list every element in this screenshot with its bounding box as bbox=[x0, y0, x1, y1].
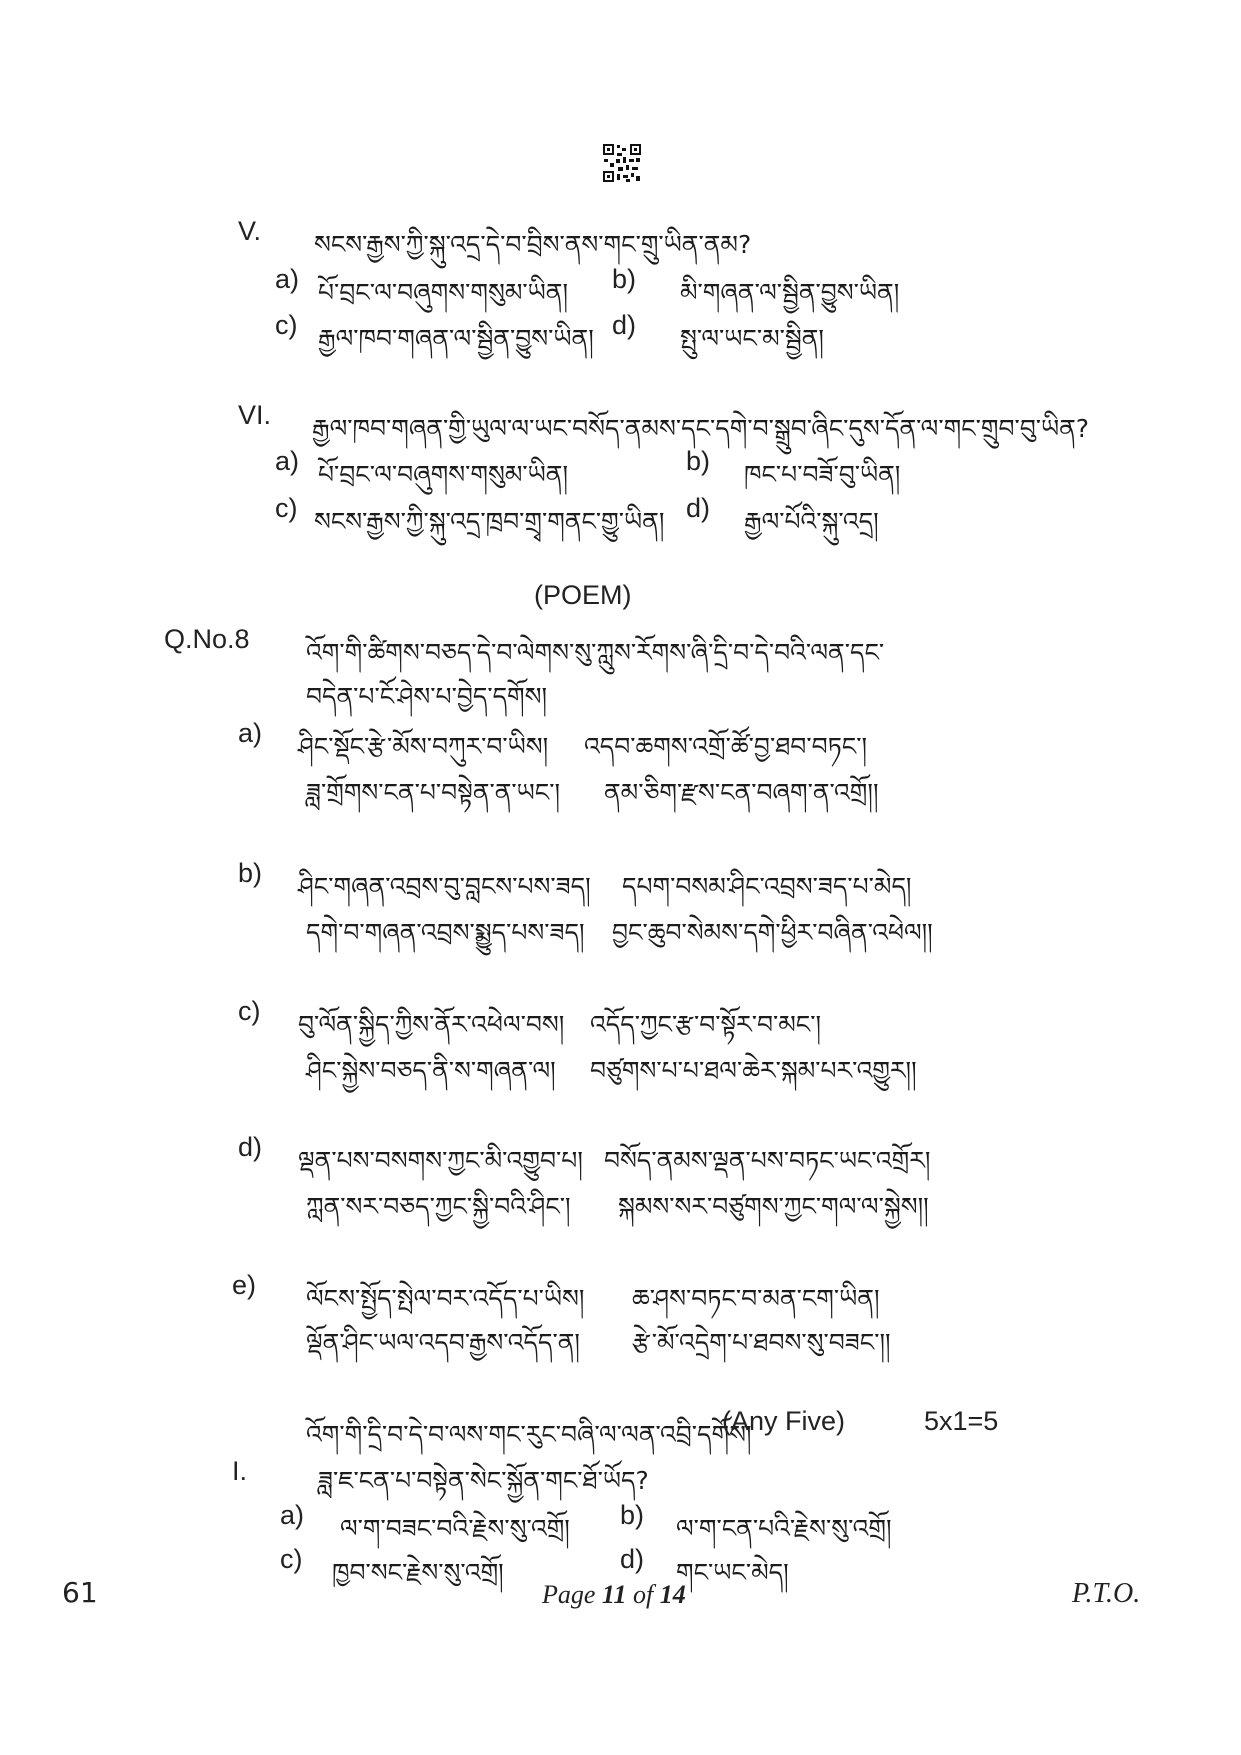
option-letter: d) bbox=[686, 493, 711, 523]
verse-line: ཤིང་གཞན་འབྲས་བུ་བླངས་པས་ཟད། bbox=[298, 872, 591, 901]
paper-code: 61 bbox=[62, 1576, 98, 1609]
pto-label: P.T.O. bbox=[1072, 1578, 1141, 1609]
verse-line: དཔག་བསམ་ཤིང་འབྲས་ཟད་པ་མེད། bbox=[622, 872, 912, 901]
verse-line: བྱང་ཆུབ་སེམས་དགེ་ཕྱིར་བཞིན་འཕེལ།། bbox=[612, 918, 933, 947]
option-text: རྒྱལ་པོའི་སྐུ་འདྲ། bbox=[744, 507, 879, 536]
stanza-letter: a) bbox=[238, 718, 263, 748]
question-number: I. bbox=[232, 1456, 248, 1486]
question-text: སངས་རྒྱས་ཀྱི་སྐུ་འདྲ་དེ་བ་བྲིས་ནས་གང་གྲུ་ཡིན་ནམ? bbox=[314, 230, 752, 259]
page-prefix: Page bbox=[542, 1580, 596, 1609]
verse-line: བུ་ལོན་སྐྱིད་ཀྱིས་ནོར་འཕེལ་བས། bbox=[298, 1010, 565, 1039]
verse-line: ལོངས་སྤྱོད་སྤེལ་བར་འདོད་པ་ཡིས། bbox=[306, 1284, 585, 1313]
option-letter: b) bbox=[686, 446, 711, 476]
verse-line: ཀླན་སར་བཅད་ཀྱང་སྐྱི་བའི་ཤིང་། bbox=[306, 1192, 571, 1221]
question-text-continued: བདེན་པ་ངོ་ཤེས་པ་བྱེད་དགོས། bbox=[306, 682, 548, 711]
verse-line: ཤིང་སྐྱེས་བཅད་ནི་ས་གཞན་ལ། bbox=[306, 1056, 556, 1085]
option-text: སངས་རྒྱས་ཀྱི་སྐུ་འདྲ་ཁྲབ་གྲྭ་གནང་གྱུ་ཡིན། bbox=[314, 507, 665, 536]
option-letter: b) bbox=[620, 1500, 645, 1530]
option-text: ཁང་པ་བཟོ་བུ་ཡིན། bbox=[744, 460, 901, 489]
option-letter: d) bbox=[612, 310, 637, 340]
instruction-any-five: (Any Five) bbox=[722, 1406, 846, 1436]
verse-line: བསོད་ནམས་ལྡན་པས་བཏང་ཡང་འགྲོར། bbox=[604, 1146, 931, 1175]
page-current: 11 bbox=[601, 1580, 627, 1609]
stanza-letter: e) bbox=[232, 1270, 257, 1300]
option-text: ལ་ག་ངན་པའི་རྗེས་སུ་འགྲོ། bbox=[676, 1514, 892, 1543]
verse-line: འདབ་ཆགས་འགྲོ་ཚོ་བྱ་ཐབ་བཏང་། bbox=[584, 732, 868, 761]
option-text: པོ་བྲང་ལ་བཞུགས་གསུམ་ཡིན། bbox=[318, 460, 569, 489]
question-number: V. bbox=[238, 216, 262, 246]
verse-line: ལྡན་པས་བསགས་ཀྱང་མི་འགྱུབ་པ། bbox=[298, 1146, 583, 1175]
option-letter: c) bbox=[275, 310, 298, 340]
verse-line: ནམ་ཅིག་རྫས་ངན་བཞག་ན་འགྲོ།། bbox=[604, 778, 879, 807]
option-text: ལ་ག་བཟང་བའི་རྗེས་སུ་འགྲོ། bbox=[340, 1514, 570, 1543]
stanza-letter: b) bbox=[238, 858, 263, 888]
verse-line: བཙུགས་པ་པ་ཐལ་ཆེར་སྐམ་པར་འགྱུར།། bbox=[590, 1056, 917, 1085]
instruction-text: འོག་གི་དྲི་བ་དེ་བ་ལས་གང་རུང་བཞི་ལ་ལན་འབྲི་དགོས། bbox=[306, 1420, 752, 1449]
option-text: རྒྱལ་ཁབ་གཞན་ལ་སྦྱིན་བྱུས་ཡིན། bbox=[318, 324, 594, 353]
option-letter: c) bbox=[280, 1544, 303, 1574]
option-text: མི་གཞན་ལ་སྦྱིན་བྱུས་ཡིན། bbox=[680, 278, 900, 307]
page-of: of bbox=[633, 1580, 654, 1609]
stanza-letter: c) bbox=[238, 996, 261, 1026]
page-total: 14 bbox=[659, 1580, 686, 1609]
verse-line: ལྡོན་ཤིང་ཡལ་འདབ་རྒྱས་འདོད་ན། bbox=[306, 1328, 580, 1357]
verse-line: ཤིང་སྡོང་རྩེ་མོས་བཀུར་བ་ཡིས། bbox=[298, 732, 549, 761]
stanza-letter: d) bbox=[238, 1132, 263, 1162]
option-text: ཁྱབ་སང་རྗེས་སུ་འགྲོ། bbox=[332, 1558, 504, 1587]
option-letter: d) bbox=[620, 1544, 645, 1574]
question-text: ཟླ་ཇ་ངན་པ་བསྟེན་སེང་སྐྱོན་གང་ཐོ་ཡོད? bbox=[318, 1466, 649, 1495]
question-number: Q.No.8 bbox=[164, 624, 250, 654]
option-text: གང་ཡང་མེད། bbox=[676, 1558, 789, 1587]
question-number: VI. bbox=[238, 400, 272, 430]
question-text: རྒྱལ་ཁབ་གཞན་གྱི་ཡུལ་ལ་ཡང་བསོད་ནམས་དང་དགེ་བ་སྒྲུབ་ཞིང་དུས་དོན་ལ་གང་གྲུབ་བུ་ཡིན? bbox=[312, 414, 1090, 443]
verse-line: འདོད་ཀྱང་རྩ་བ་སྟོར་བ་མང་། bbox=[590, 1010, 822, 1039]
verse-line: རྩེ་མོ་འདྲེག་པ་ཐབས་སུ་བཟང་།། bbox=[632, 1328, 891, 1357]
section-title: (POEM) bbox=[534, 580, 632, 610]
marks: 5x1=5 bbox=[924, 1406, 999, 1436]
verse-line: ཆ་ཤས་བཏང་བ་མན་ངག་ཡིན། bbox=[632, 1284, 880, 1313]
qr-code-image bbox=[602, 143, 642, 183]
option-text: སྤུ་ལ་ཡང་མ་སྦྱིན། bbox=[680, 324, 824, 353]
verse-line: ཟླ་གྲོགས་ངན་པ་བསྟེན་ན་ཡང་། bbox=[306, 778, 561, 807]
option-text: པོ་བྲང་ལ་བཞུགས་གསུམ་ཡིན། bbox=[318, 278, 569, 307]
verse-line: དགེ་བ་གཞན་འབྲས་སྨྱུད་པས་ཟད། bbox=[306, 918, 585, 947]
page-number bbox=[542, 1580, 686, 1610]
option-letter: b) bbox=[612, 264, 637, 294]
question-text: འོག་གི་ཚིགས་བཅད་དེ་བ་ལེགས་སུ་ཀླུས་རོགས་ཞི་དྲི་བ་དེ་བའི་ལན་དང་ bbox=[306, 638, 885, 667]
option-letter: a) bbox=[275, 264, 300, 294]
option-letter: c) bbox=[275, 493, 298, 523]
option-letter: a) bbox=[280, 1500, 305, 1530]
option-letter: a) bbox=[275, 446, 300, 476]
verse-line: སྐམས་སར་བཙུགས་ཀྱང་གལ་ལ་སྐྱེས།། bbox=[618, 1192, 929, 1221]
